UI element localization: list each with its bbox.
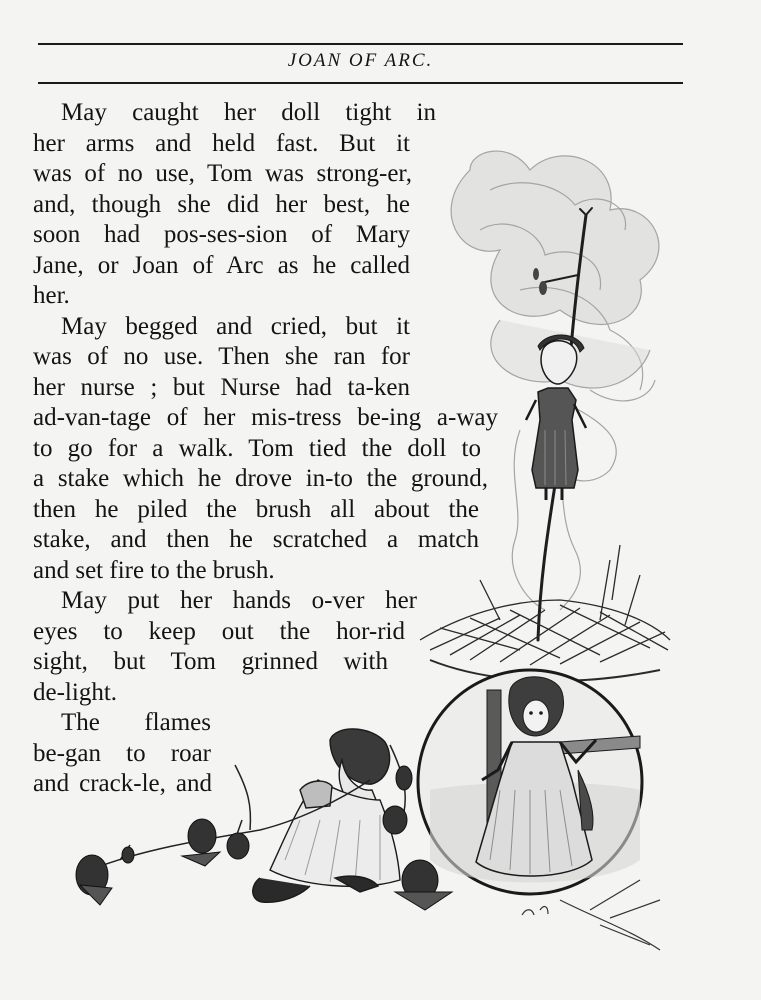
running-head: JOAN OF ARC. xyxy=(287,50,434,71)
text-line: de-light. xyxy=(33,679,118,706)
text-line: was of no use, Tom was strong-er, xyxy=(33,160,412,187)
text-line: to go for a walk. Tom tied the doll to xyxy=(33,435,481,462)
kneeling-girl xyxy=(253,729,400,902)
text-line: sight, but Tom grinned with xyxy=(33,648,388,675)
text-line: her nurse ; but Nurse had ta-ken xyxy=(33,374,410,401)
text-line: Jane, or Joan of Arc as he called xyxy=(33,252,410,279)
text-line: and set fire to the brush. xyxy=(33,557,275,584)
text-line: then he piled the brush all about the xyxy=(33,496,479,523)
text-line: was of no use. Then she ran for xyxy=(33,343,410,370)
text-line: and, though she did her best, he xyxy=(33,191,410,218)
text-line: a stake which he drove in-to the ground, xyxy=(33,465,488,492)
text-line: her arms and held fast. But it xyxy=(33,130,410,157)
text-line: May caught her doll tight in xyxy=(61,99,436,126)
text-line: ad-van-tage of her mis-tress be-ing a-way xyxy=(33,404,498,431)
text-line: be-gan to roar xyxy=(33,740,211,767)
text-line: May begged and cried, but it xyxy=(61,313,410,340)
doll-vignette xyxy=(418,670,642,894)
text-line: and crack-le, and xyxy=(33,770,212,797)
text-line: The flames xyxy=(61,709,211,736)
text-line: May put her hands o-ver her xyxy=(61,587,417,614)
text-line: soon had pos-ses-sion of Mary xyxy=(33,221,410,248)
text-line: eyes to keep out the hor-rid xyxy=(33,618,405,645)
text-line: stake, and then he scratched a match xyxy=(33,526,479,553)
text-line: her. xyxy=(33,282,70,309)
